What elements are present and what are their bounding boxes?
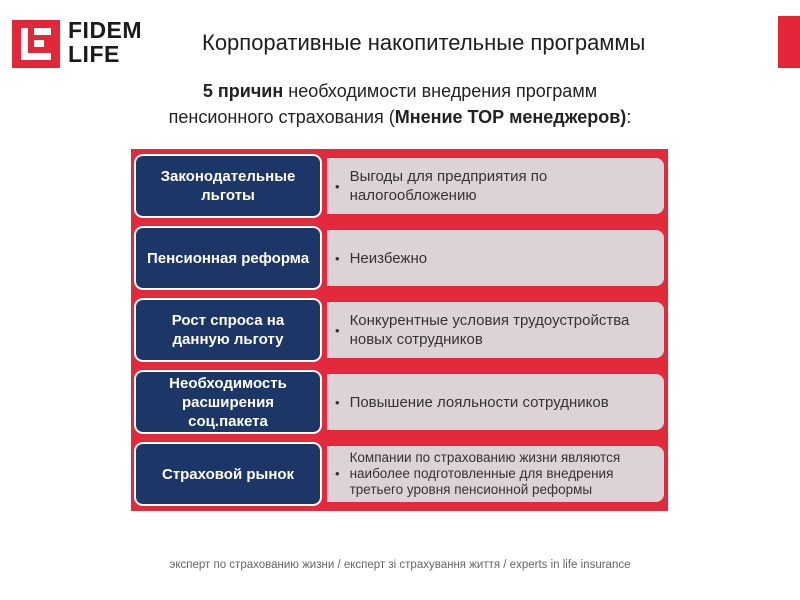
reason-detail-text: Повышение лояльности сотрудников (349, 393, 609, 411)
subtitle-line1 (100, 78, 700, 104)
reason-row (131, 368, 668, 436)
reason-detail (327, 374, 664, 430)
page-title: Корпоративные накопительные программы (202, 30, 646, 55)
corner-accent-bar (778, 16, 800, 68)
reason-detail-text: Неизбежно (349, 249, 428, 267)
bullet-icon: • (335, 394, 340, 410)
reason-row (131, 224, 668, 292)
subtitle (100, 78, 700, 130)
reasons-table (131, 149, 668, 511)
reason-detail (327, 302, 664, 358)
subtitle-line2 (100, 104, 700, 130)
reason-title: Рост спроса на данную льготу (134, 298, 322, 362)
bullet-icon: • (335, 250, 340, 266)
logo-line1: FIDEM (68, 17, 143, 43)
reason-title: Пенсионная реформа (134, 226, 322, 290)
reason-title: Страховой рынок (134, 442, 322, 506)
reason-detail-text: Конкурентные условия трудоустройства новых сотрудников (349, 312, 630, 348)
bullet-icon: • (335, 178, 340, 194)
subtitle-rest-line1: необходимости внедрения программ (283, 81, 598, 101)
reason-detail (327, 446, 664, 502)
reason-detail (327, 230, 664, 286)
bullet-icon: • (335, 466, 340, 481)
reason-detail-text: Выгоды для предприятия по налогообложению (349, 168, 548, 204)
reason-row (131, 296, 668, 364)
logo-line2: LIFE (68, 41, 120, 67)
reason-row (131, 440, 668, 508)
logo-text (68, 18, 142, 66)
reason-row (131, 152, 668, 220)
subtitle-line2-start: пенсионного страхования ( (168, 107, 395, 127)
subtitle-line2-end: : (626, 107, 632, 127)
subtitle-bold-start: 5 причин (202, 81, 284, 101)
reason-detail (327, 158, 664, 214)
footer-tagline: эксперт по страхованию жизни / експерт зі страхування життя / experts in life insurance (169, 559, 631, 571)
reason-title: Законодательные льготы (134, 154, 322, 218)
logo-mark-icon (12, 20, 60, 68)
bullet-icon: • (335, 322, 340, 338)
reason-detail-text: Компании по страхованию жизни являются наиболее подготовленные для внедрения третьего уровня пенсионной реформы (349, 450, 621, 497)
subtitle-bold-inline: Мнение ТОР менеджеров) (394, 107, 627, 127)
reason-title: Необходимость расширения соц.пакета (134, 370, 322, 434)
